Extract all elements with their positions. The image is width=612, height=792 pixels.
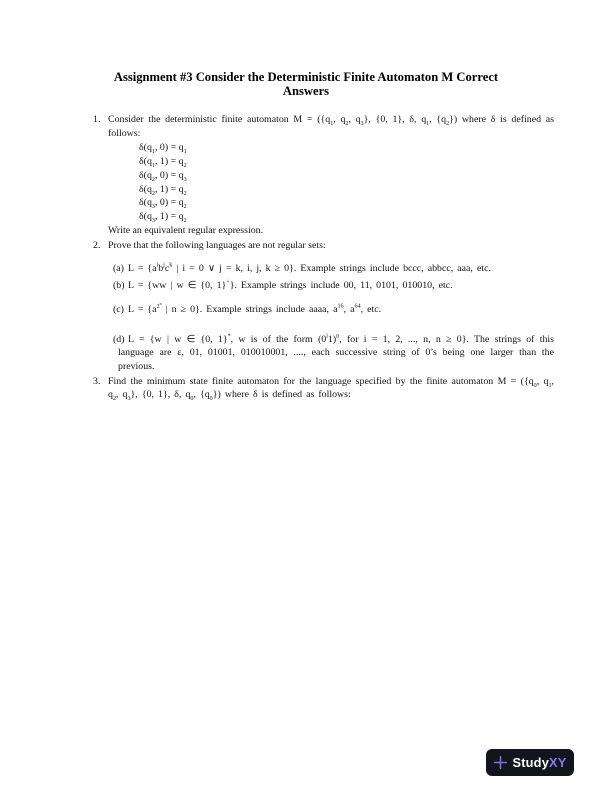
transition-rule: $\delta(q_3$, $0) = q_2$ <box>139 197 187 211</box>
sub-item-c-label: (c) <box>113 303 124 315</box>
sub-item-a-label: (a) <box>113 263 124 275</box>
question-1-number: 1. <box>93 114 101 125</box>
transition-rule: $\delta(q_2$, $0) = q_3$ <box>139 169 187 183</box>
sub-item-a <box>108 262 554 276</box>
title-line-2: Answers <box>282 83 330 98</box>
studyxy-logo <box>486 749 574 776</box>
question-2-sublist <box>108 262 554 374</box>
question-1-body <box>108 113 554 237</box>
sub-item-c-text: $L = \{a^{2^n}$ | n ≥ 0}. Example strings include aaaa, $a^{16}$, $a^{64}$, etc. <box>128 301 382 315</box>
question-3-number: 3. <box>93 375 101 387</box>
brand-xy: XY <box>549 755 567 770</box>
question-1-intro: Consider the deterministic finite automaton $M = (\{q_1$, $q_2$, $q_3$}, {0, 1}, δ, $q_1$, $\{q_2\}$) where δ is defined as follows: <box>108 114 554 139</box>
transition-rule: $\delta(q_1$, $1) = q_2$ <box>139 156 187 170</box>
sub-item-a-text: $L = \{a^ib^jc^k$ | i = 0 ∨ j = k, i, j, k ≥ 0}. Example strings include bccc, abbcc, aaa, etc. <box>128 262 491 275</box>
question-3 <box>93 375 554 402</box>
transition-list <box>139 141 554 223</box>
brand-study: Study <box>512 755 550 770</box>
transition-rule: $\delta(q_1$, $0) = q_1$ <box>139 142 187 156</box>
sub-item-c <box>108 303 554 317</box>
page-title <box>0 0 612 98</box>
question-2 <box>93 239 554 373</box>
brand-wordmark <box>512 755 566 770</box>
sub-item-d-label: (d) <box>113 333 125 345</box>
transition-rule: $\delta(q_3$, $1) = q_2$ <box>139 210 187 224</box>
transition-rule: $\delta(q_2$, $1) = q_2$ <box>139 183 187 197</box>
question-3-intro: Find the minimum state finite automaton for the language specified by the finite automaton $M = (\{q_0$, $q_1$, $q_2$, $q_3$}, {0, 1}, δ, $q_0$, $\{q_0\}$) where δ is defined as follows: <box>108 375 554 403</box>
question-2-body <box>108 239 554 373</box>
sub-item-b-label: (b) <box>113 280 125 292</box>
sub-item-b-text: L = {ww | w ∈ {0, 1}+}. Example strings include 00, 11, 0101, 010010, etc. <box>128 279 453 292</box>
plus-icon <box>493 755 508 770</box>
document-body <box>93 113 554 402</box>
question-2-number: 2. <box>93 240 101 252</box>
title-line-1: Assignment #3 Consider the Deterministic Finite Automaton M Correct <box>113 70 499 84</box>
question-2-intro: Prove that the following languages are not regular sets: <box>108 240 326 252</box>
question-1 <box>93 113 554 237</box>
question-1-outro: Write an equivalent regular expression. <box>108 224 264 236</box>
question-3-body <box>108 375 554 402</box>
sub-item-d-text: L = {w | w ∈ {0, 1}*, w is of the form $(0^i1)^n$, for i = 1, 2, ..., n, n ≥ 0}. The strings of this language are ε, 01, 01001, 010010001, ...., each successive string of 0’s being one larger than the previous. <box>118 333 555 373</box>
sub-item-d <box>108 333 554 374</box>
sub-item-b <box>108 279 554 293</box>
